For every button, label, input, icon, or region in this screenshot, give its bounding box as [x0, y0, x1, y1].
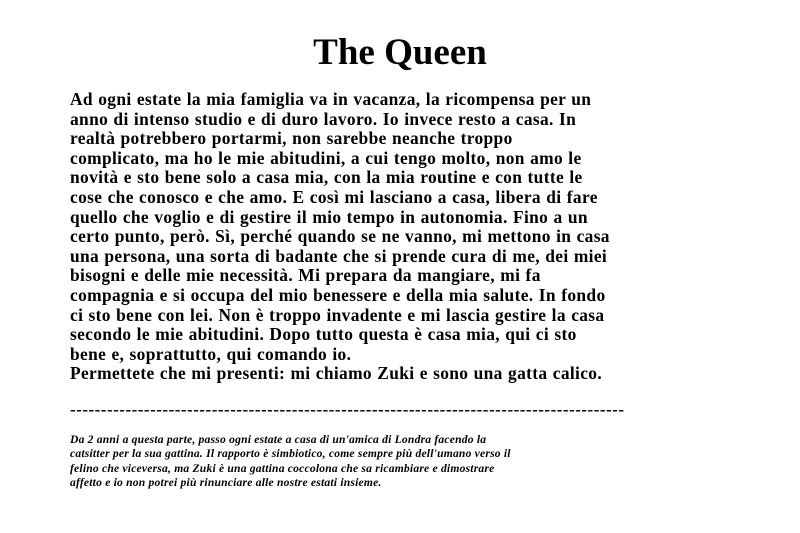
story-line: quello che voglio e di gestire il mio tempo in autonomia. Fino a un — [70, 206, 588, 227]
document-title: The Queen — [313, 32, 487, 73]
story-line: una persona, una sorta di badante che si prende cura di me, dei miei — [70, 245, 608, 266]
note-line: felino che viceversa, ma Zuki è una gattina coccolona che sa ricambiare e dimostrare — [70, 461, 495, 475]
note-line: Da 2 anni a questa parte, passo ogni estate a casa di un'amica di Londra facendo la — [70, 433, 487, 446]
author-note — [70, 433, 750, 490]
story-paragraph — [70, 90, 760, 384]
note-line: affetto e io non potrei più rinunciare alle nostre estati insieme. — [70, 475, 382, 489]
note-line: catsitter per la sua gattina. Il rapporto è simbiotico, come sempre più dell'umano verso il — [70, 447, 511, 461]
story-line: novità e sto bene solo a casa mia, con la mia routine e con tutte le — [70, 167, 583, 188]
dashed-divider: ------------------------------------------------------------------------------------------ — [70, 400, 625, 419]
story-line: complicato, ma ho le mie abitudini, a cui tengo molto, non amo le — [70, 147, 582, 168]
story-line: anno di intenso studio e di duro lavoro. Io invece resto a casa. In — [70, 108, 577, 129]
story-line: ci sto bene con lei. Non è troppo invadente e mi lascia gestire la casa — [70, 304, 605, 325]
story-line: Permettete che mi presenti: mi chiamo Zuki e sono una gatta calico. — [70, 363, 603, 384]
story-line: compagnia e si occupa del mio benessere e della mia salute. In fondo — [70, 284, 606, 305]
story-line: bene e, soprattutto, qui comando io. — [70, 343, 352, 364]
story-line: Ad ogni estate la mia famiglia va in vacanza, la ricompensa per un — [70, 89, 592, 109]
story-line: realtà potrebbero portarmi, non sarebbe neanche troppo — [70, 128, 513, 149]
story-line: certo punto, però. Sì, perché quando se ne vanno, mi mettono in casa — [70, 226, 610, 247]
story-line: cose che conosco e che amo. E così mi lasciano a casa, libera di fare — [70, 186, 598, 207]
story-line: bisogni e delle mie necessità. Mi prepara da mangiare, mi fa — [70, 265, 541, 286]
story-line: secondo le mie abitudini. Dopo tutto questa è casa mia, qui ci sto — [70, 324, 577, 345]
